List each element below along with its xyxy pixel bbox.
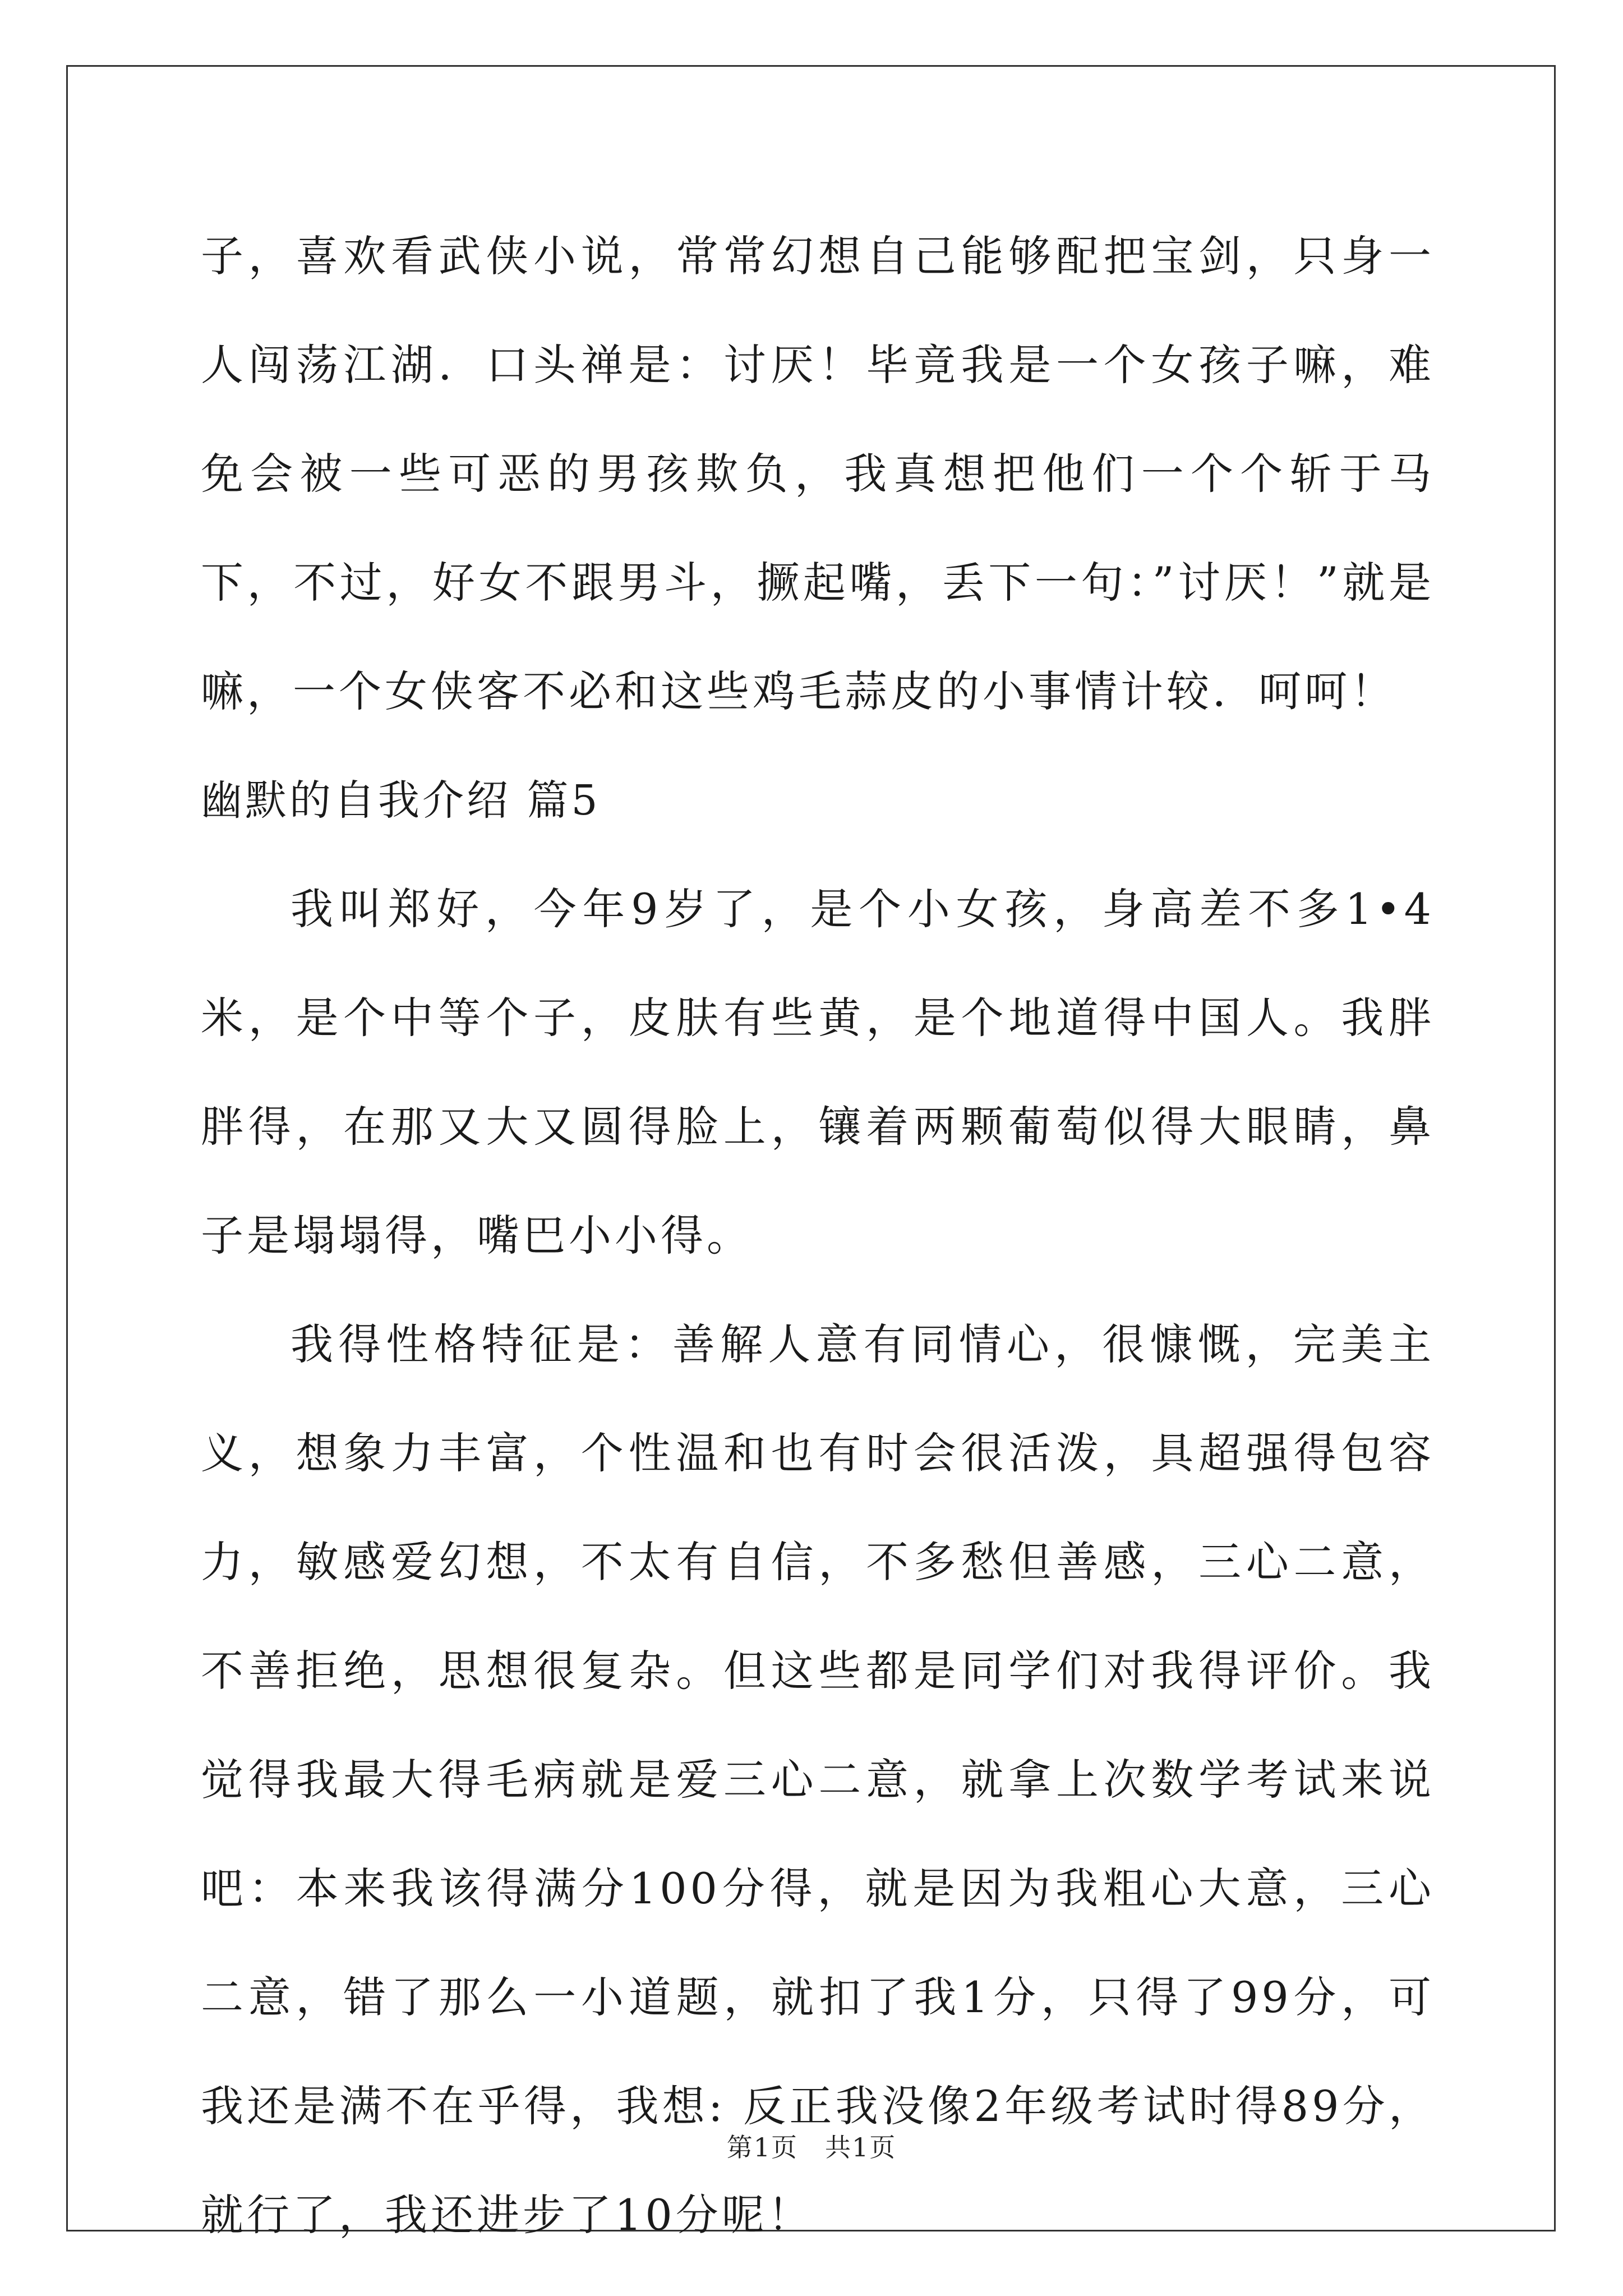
page-footer: 第1页 共1页: [726, 2132, 897, 2162]
paragraph-1: 我叫郑好，今年9岁了，是个小女孩，身高差不多1•4米，是个中等个子，皮肤有些黄，是个地道得中国人。我胖胖得，在那又大又圆得脸上，镶着两颗葡萄似得大眼睛，鼻子是塌塌得，嘴巴小小得。: [201, 884, 1435, 1260]
section-heading: 幽默的自我介绍 篇5: [201, 776, 601, 825]
document-body: [201, 202, 1435, 2270]
paragraph-continued: 子，喜欢看武侠小说，常常幻想自己能够配把宝剑，只身一人闯荡江湖．口头禅是：讨厌！毕竟我是一个女孩子嘛，难免会被一些可恶的男孩欺负，我真想把他们一个个斩于马下，不过，好女不跟男斗，撅起嘴，丢下一句：”讨厌！”就是嘛，一个女侠客不必和这些鸡毛蒜皮的小事情计较．呵呵！: [201, 231, 1435, 716]
paragraph-2: 我得性格特征是：善解人意有同情心，很慷慨，完美主义，想象力丰富，个性温和也有时会很活泼，具超强得包容力，敏感爱幻想，不太有自信，不多愁但善感，三心二意，不善拒绝，思想很复杂。但这些都是同学们对我得评价。我觉得我最大得毛病就是爱三心二意，就拿上次数学考试来说吧：本来我该得满分100分得，就是因为我粗心大意，三心二意，错了那么一小道题，就扣了我1分，只得了99分，可我还是满不在乎得，我想: 反正我没像2年级考试时得89分，就行了，我还进步了10分呢！: [201, 1319, 1435, 2240]
